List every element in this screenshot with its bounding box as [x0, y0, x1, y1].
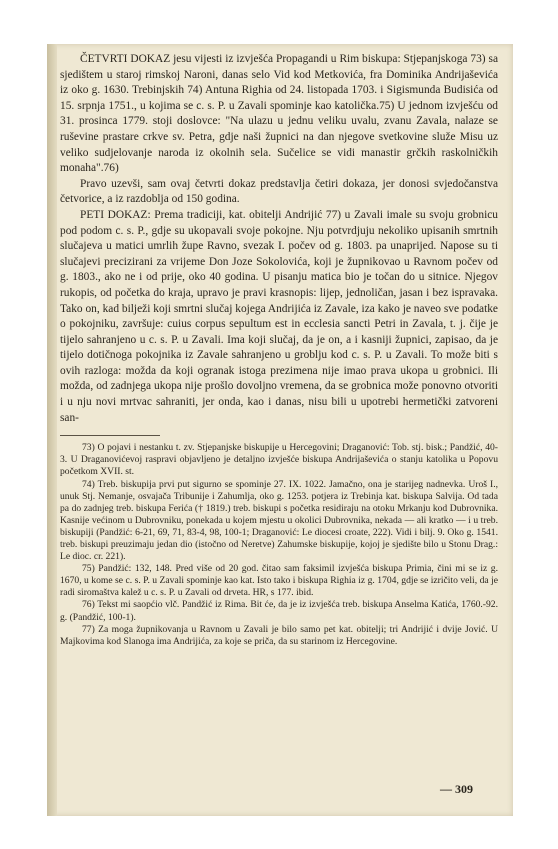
paragraph-summary: Pravo uzevši, sam ovaj četvrti dokaz predstavlja četiri dokaza, jer donosi svjedočanstva četvorice, a iz razdoblja od 150 godina. — [60, 177, 498, 206]
footnote-74: 74) Treb. biskupija prvi put sigurno se spominje 27. IX. 1022. Jamačno, ona je starijeg nadnevka. Uroš I., unuk Stj. Nemanje, osvajača Tribunije i Zahumlja, oko g. 1253. potjera iz Trebinja kat. biskupa Salvija. Od tada pa do zadnjeg treb. biskupa Ferića († 1819.) treb. biskupi s početka residiraju na otoku Mrkanju kod Dubrovnika. Kasnije većinom u Dubrovniku, ponekada u kojem mjestu u okolici Dubrovnika, nekada — ali kratko — i u treb. biskupiji (Pandžić: 6-21, 69, 71, 83-4, 98, 100-1; Draganović: Le diocesi croate, 222). Vidi i bilj. 9. Oko g. 1541. treb. biskupi preuzimaju jedan dio (istočno od Neretve) Zahumske biskupije, kojoj je sjedište bilo u Stonu Drag.: Le dioc. cr. 221). — [60, 478, 498, 563]
footnotes — [60, 442, 498, 648]
paragraph-cetvrti-dokaz: ČETVRTI DOKAZ jesu vijesti iz izvješća Propagandi u Rim biskupa: Stjepanjskoga 73) sa sjedištem u staroj rimskoj Naroni, danas selo Vid kod Metkovića, fra Dominika Andrijaševića iz oko g. 1630. Trebinjskih 74) Antuna Righia od 24. listopada 1703. i Sigismunda Budisića od 15. srpnja 1751., u kojima se c. s. P. u Zavali spominje kao katolička.75) U jednom izvješću od 31. prosinca 1779. stoji doslovce: "Na ulazu u jednu veliku uvalu, zvanu Zavala, nalaze se ruševine prastare crkve sv. Petra, gdje naši župnici na dan njegove svetkovine služe Misu uz veliko sudjelovanje naroda iz okolnih sela. Sučelice se vidi manastir grčkih raskolničkih monaha".76) — [60, 53, 498, 175]
footnote-divider — [60, 435, 160, 436]
page-content — [60, 52, 498, 648]
main-text — [60, 52, 498, 426]
footnote-77: 77) Za moga župnikovanja u Ravnom u Zavali je bilo samo pet kat. obitelji; tri Andrijić i dvije Jović. U Majkovima kod Slanoga ima Andrijića, za koje se priča, da su starinom iz Hercegovine. — [60, 623, 498, 647]
page-edge-shadow — [47, 44, 57, 816]
footnote-75: 75) Pandžić: 132, 148. Pred više od 20 god. čitao sam faksimil izvješća biskupa Primia, čini mi se iz g. 1670, u kome se c. s. P. u Zavali spominje kao kat. Isto tako i biskupa Righia iz g. 1704, gdje se izričito veli, da je radi siromaštva kalež u c. s. P. u Zavali od drveta. HR, s 177. ibid. — [60, 563, 498, 599]
footnote-76: 76) Tekst mi saopćio vlč. Pandžić iz Rima. Bit će, da je iz izvješća treb. biskupa Anselma Katića, 1760.-92. g. (Pandžić, 100-1). — [60, 599, 498, 623]
page-number: — 309 — [440, 782, 473, 796]
paragraph-peti-dokaz: PETI DOKAZ: Prema tradiciji, kat. obitelji Andrijić 77) u Zavali imale su svoju grobnicu pod podom c. s. P., gdje su ukopavali svoje pokojne. Nju potvrdjuju nekoliko upisanih smrtnih slučajeva u matici umrlih župe Ravno, svezak I. počev od g. 1803. pa unaprijed. Napose su ti slučajevi precizirani za vrijeme Don Joze Sokolovića, koji je župnikovao u Ravnom počev od g. 1803., ako ne i od prije, oko 40 godina. U pisanju matica bio je točan do u sitnice. Njegov rukopis, od početka do kraja, upravo je pravi krasnopis: lijep, jednoličan, jasan i bez ispravaka. Tako on, kad bilježi koji smrtni slučaj kojega Andrijića iz Zavale, iza kako je naveo sve podatke o pokojniku, završuje: cuius corpus sepultum est in ecclesia sancti Petri in Zavala, t. j. čije je tijelo sahranjeno u c. s. P. u Zavali. Ima koji slučaj, da je on, a i kasniji župnici, zapisao, da je tijelo dotičnoga pokojnika iz Zavale sahranjeno u groblju kod c. s. P. u Zavali. To može biti s ovih razloga: možda da koji ogranak istoga prezimena nije imao prava ukopa u grobnici. Ili možda, od zadnjega ukopa nije prošlo dovoljno vremena, da se grobnica može ponovno otvoriti i u nju novi mrtvac sahraniti, jer onda, kao i danas, nisu bili u upotrebi hermetički zatvoreni san- — [60, 208, 498, 424]
footnote-73: 73) O pojavi i nestanku t. zv. Stjepanjske biskupije u Hercegovini; Draganović: Tob. stj. bisk.; Pandžić, 40-3. U Draganovićevoj raspravi objavljeno je detaljno izvješće biskupa Andrijaševića o stanju katolika u Popovu početkom XVII. st. — [60, 442, 498, 478]
